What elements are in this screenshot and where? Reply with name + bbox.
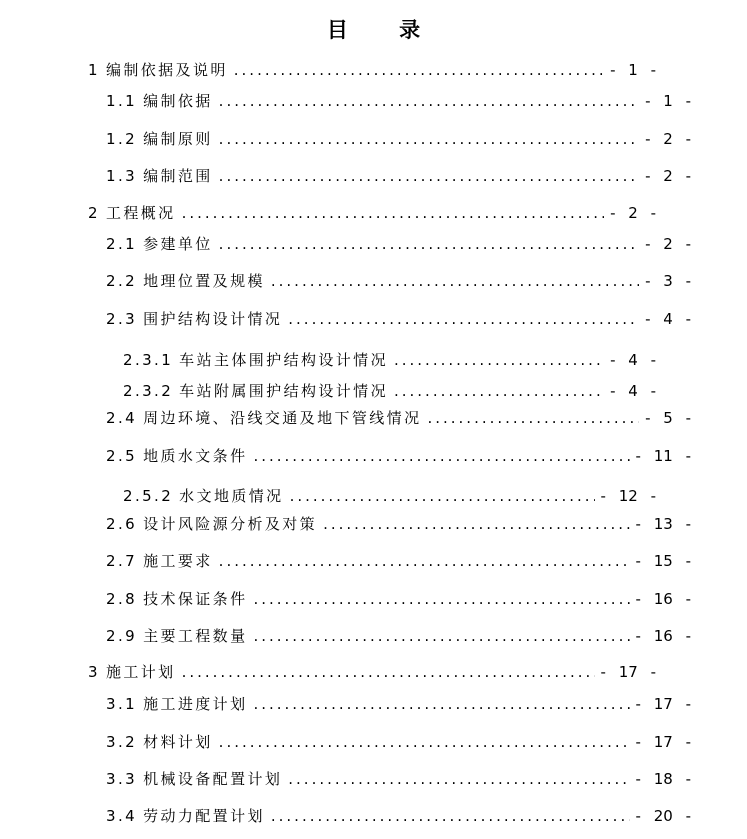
toc-entry-label: 参建单位 xyxy=(143,235,213,253)
toc-entry[interactable] xyxy=(106,408,691,428)
toc-entry-page: - 5 - xyxy=(645,409,691,427)
toc-entry-number: 2.9 xyxy=(106,627,138,645)
toc-entry[interactable] xyxy=(88,203,656,223)
toc-leader-dots xyxy=(219,732,630,752)
toc-leader-dots xyxy=(219,91,639,111)
toc-entry-page: - 15 - xyxy=(635,552,691,570)
toc-entry[interactable] xyxy=(106,234,691,254)
toc-entry-page: - 20 - xyxy=(635,807,691,825)
toc-entry-label: 编制依据及说明 xyxy=(105,61,228,79)
toc-entry-number: 2.1 xyxy=(106,235,138,253)
toc-leader-dots xyxy=(253,446,629,466)
toc-entry-number: 2.3.1 xyxy=(123,351,174,369)
toc-leader-dots xyxy=(219,234,639,254)
toc-leader-dots xyxy=(271,806,630,826)
toc-entry-number: 2.5 xyxy=(106,447,138,465)
toc-entry-page: - 2 - xyxy=(610,204,656,222)
toc-entry-number: 2.3 xyxy=(106,310,138,328)
toc-entry-label: 编制范围 xyxy=(143,167,213,185)
toc-entry-page: - 12 - xyxy=(600,487,656,505)
toc-entry-label: 施工进度计划 xyxy=(143,695,248,713)
toc-entry[interactable] xyxy=(106,129,691,149)
toc-entry[interactable] xyxy=(106,309,691,329)
toc-entry-label: 机械设备配置计划 xyxy=(143,770,283,788)
toc-leader-dots xyxy=(290,486,595,506)
toc-entry[interactable] xyxy=(123,486,656,506)
toc-title: 目 录 xyxy=(326,18,443,42)
toc-entry-label: 施工要求 xyxy=(143,552,213,570)
toc-entry[interactable] xyxy=(123,350,656,370)
toc-entry-label: 工程概况 xyxy=(105,204,176,222)
toc-entry-number: 2.3.2 xyxy=(123,382,174,400)
toc-entry[interactable] xyxy=(106,694,691,714)
toc-entry-label: 地质水文条件 xyxy=(143,447,248,465)
toc-entry[interactable] xyxy=(106,551,691,571)
toc-entry-number: 3.3 xyxy=(106,770,138,788)
toc-entry-label: 围护结构设计情况 xyxy=(143,310,283,328)
toc-entry-page: - 16 - xyxy=(635,627,691,645)
toc-entry[interactable] xyxy=(106,589,691,609)
toc-entry[interactable] xyxy=(106,446,691,466)
toc-entry-page: - 16 - xyxy=(635,590,691,608)
toc-entry-number: 2.5.2 xyxy=(123,487,174,505)
toc-leader-dots xyxy=(288,309,639,329)
toc-entry[interactable] xyxy=(106,91,691,111)
toc-entry[interactable] xyxy=(123,381,656,401)
toc-entry-number: 2.8 xyxy=(106,590,138,608)
toc-leader-dots xyxy=(253,694,629,714)
toc-entry-number: 1.3 xyxy=(106,167,138,185)
toc-leader-dots xyxy=(182,203,605,223)
toc-entry-page: - 1 - xyxy=(645,92,691,110)
toc-entry-label: 水文地质情况 xyxy=(179,487,284,505)
toc-entry-number: 3 xyxy=(88,663,100,681)
toc-entry-page: - 3 - xyxy=(645,272,691,290)
toc-entry-page: - 4 - xyxy=(610,351,656,369)
toc-entry-number: 3.1 xyxy=(106,695,138,713)
toc-entry[interactable] xyxy=(88,662,656,682)
toc-leader-dots xyxy=(271,271,639,291)
toc-leader-dots xyxy=(427,408,639,428)
toc-entry-number: 3.2 xyxy=(106,733,138,751)
toc-entry-page: - 2 - xyxy=(645,167,691,185)
toc-entry[interactable] xyxy=(106,769,691,789)
toc-entry[interactable] xyxy=(106,271,691,291)
toc-entry-page: - 17 - xyxy=(600,663,656,681)
toc-leader-dots xyxy=(253,589,629,609)
toc-leader-dots xyxy=(394,381,604,401)
toc-entry-number: 2.2 xyxy=(106,272,138,290)
toc-entry-label: 技术保证条件 xyxy=(143,590,248,608)
toc-entry-label: 周边环境、沿线交通及地下管线情况 xyxy=(143,409,422,427)
toc-leader-dots xyxy=(394,350,604,370)
toc-entry[interactable] xyxy=(106,166,691,186)
toc-entry-number: 1 xyxy=(88,61,100,79)
toc-leader-dots xyxy=(234,60,604,80)
toc-entry[interactable] xyxy=(106,732,691,752)
toc-entry-page: - 13 - xyxy=(635,515,691,533)
toc-leader-dots xyxy=(182,662,595,682)
toc-entry-label: 车站附属围护结构设计情况 xyxy=(179,382,388,400)
toc-leader-dots xyxy=(288,769,629,789)
toc-entry-label: 地理位置及规模 xyxy=(143,272,265,290)
toc-entry-number: 1.2 xyxy=(106,130,138,148)
toc-entry-label: 设计风险源分析及对策 xyxy=(143,515,318,533)
toc-entry-number: 3.4 xyxy=(106,807,138,825)
toc-entry-number: 1.1 xyxy=(106,92,138,110)
toc-entry[interactable] xyxy=(106,806,691,826)
toc-entry-page: - 4 - xyxy=(645,310,691,328)
toc-leader-dots xyxy=(219,551,630,571)
toc-entry-page: - 17 - xyxy=(635,695,691,713)
toc-entry-label: 编制原则 xyxy=(143,130,213,148)
toc-leader-dots xyxy=(323,514,629,534)
toc-entry-label: 编制依据 xyxy=(143,92,213,110)
toc-leader-dots xyxy=(219,129,639,149)
toc-entry-page: - 2 - xyxy=(645,235,691,253)
toc-entry-label: 劳动力配置计划 xyxy=(143,807,265,825)
toc-entry-page: - 1 - xyxy=(610,61,656,79)
toc-entry[interactable] xyxy=(106,514,691,534)
toc-entry-label: 材料计划 xyxy=(143,733,213,751)
toc-leader-dots xyxy=(219,166,639,186)
toc-entry-page: - 4 - xyxy=(610,382,656,400)
toc-entry[interactable] xyxy=(88,60,656,80)
toc-entry-page: - 17 - xyxy=(635,733,691,751)
toc-leader-dots xyxy=(253,626,629,646)
toc-entry-page: - 18 - xyxy=(635,770,691,788)
toc-entry-page: - 2 - xyxy=(645,130,691,148)
toc-entry-page: - 11 - xyxy=(635,447,691,465)
toc-entry-number: 2.6 xyxy=(106,515,138,533)
toc-entry-label: 主要工程数量 xyxy=(143,627,248,645)
toc-entry-label: 车站主体围护结构设计情况 xyxy=(179,351,388,369)
toc-entry-number: 2 xyxy=(88,204,100,222)
toc-entry[interactable] xyxy=(106,626,691,646)
toc-entry-label: 施工计划 xyxy=(105,663,176,681)
toc-entry-number: 2.4 xyxy=(106,409,138,427)
toc-entry-number: 2.7 xyxy=(106,552,138,570)
